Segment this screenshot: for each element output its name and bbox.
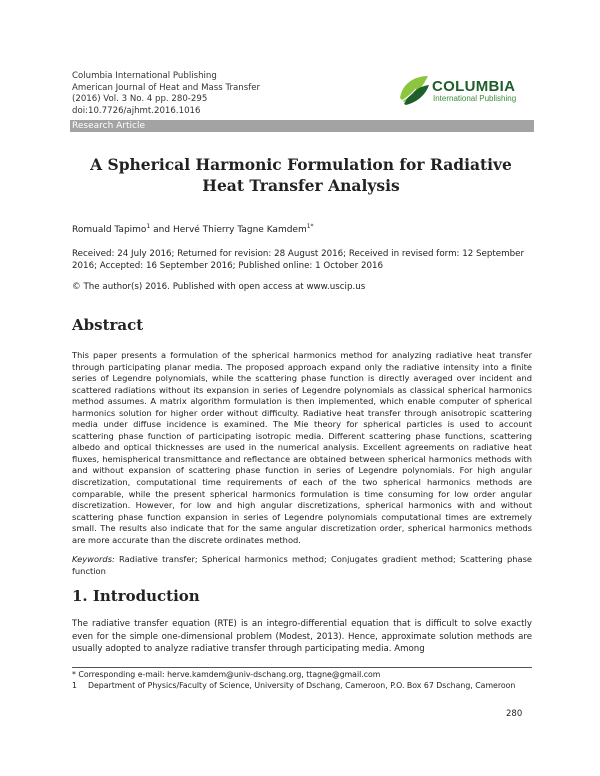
corresponding-email: * Corresponding e-mail: herve.kamdem@univ-dschang.org, ttagne@gmail.com: [72, 670, 381, 679]
volume-info: (2016) Vol. 3 No. 4 pp. 280-295: [72, 94, 208, 104]
footnotes: [72, 670, 532, 691]
author-conjunction: and: [153, 225, 171, 235]
introduction-heading: 1. Introduction: [72, 587, 200, 605]
affiliation-number: 1: [72, 680, 77, 690]
paper-title: A Spherical Harmonic Formulation for Radiative Heat Transfer Analysis: [90, 155, 512, 195]
publisher-name: Columbia International Publishing: [72, 71, 217, 81]
introduction-text: The radiative transfer equation (RTE) is an integro-differential equation that is difficult to solve exactly even for the simple one-dimensional problem (Modest, 2013). Hence, approximate solution methods are usually adopted to analyze radiative transfer through participating media. Among: [72, 619, 532, 654]
abstract-text: This paper presents a formulation of the spherical harmonics method for analyzing radiative heat transfer through participating planar media. The proposed approach expand only the radiative intensity into a finite series of Legendre polynomials, while the scattering phase function is directly averaged over incident and scattered radiations without its expansion in series of Legendre polynomials as classical spherical harmonics method assumes. A matrix algorithm formulation is then implemented, which enable computer of spherical harmonics solution for higher order without difficulty. Radiative heat transfer through anisotropic scattering media under diffuse incidence is examined. The Mie theory for spherical particles is used to account scattering phase function of participating isotropic media. Different scattering phase functions, scattering albedo and optical thicknesses are used in the numerical analysis. Excellent agreements on radiative heat fluxes, hemispherical transmittance and reflectance are obtained between spherical harmonics methods with and without expansion of scattering phase function in series of Legendre polynomials. For high angular discretization, computational time requirements of each of the two spherical harmonics methods are comparable, while the present spherical harmonics formulation is time consuming for low order angular discretization. However, for low and high angular discretizations, spherical harmonics with and without scattering phase function expansion in series of Legendre polynomials computational times are extremely small. The results also indicate that for the same angular discretization order, spherical harmonics methods are more accurate than the discrete ordinates method.: [72, 350, 532, 545]
logo-name: COLUMBIA: [432, 78, 516, 95]
keywords-label: Keywords:: [72, 554, 115, 564]
author-1-affiliation: 1: [146, 223, 151, 230]
author-1: Romuald Tapimo: [72, 225, 147, 235]
author-2: Hervé Thierry Tagne Kamdem: [172, 225, 307, 235]
copyright-notice: © The author(s) 2016. Published with open access at www.uscip.us: [72, 282, 366, 292]
doi: doi:10.7726/ajhmt.2016.1016: [72, 105, 201, 116]
keywords-text: Radiative transfer; Spherical harmonics method; Conjugates gradient method; Scattering phase function: [72, 554, 532, 576]
author-2-affiliation: 1*: [306, 223, 314, 230]
journal-name: American Journal of Heat and Mass Transfer: [72, 82, 261, 93]
author-list: [72, 221, 532, 236]
keywords: [72, 554, 532, 577]
affiliation-footnote: [72, 681, 532, 692]
article-type-bar: Research Article: [70, 120, 534, 132]
affiliation-text: Department of Physics/Faculty of Science, University of Dschang, Cameroon, P.O. Box 67 Dschang, Cameroon: [88, 680, 516, 690]
publication-dates: Received: 24 July 2016; Returned for revision: 28 August 2016; Received in revised form: 12 September 2016; Accepted: 16 September 2016; Published online: 1 October 2016: [72, 249, 525, 271]
columbia-logo: [396, 72, 546, 108]
leaf-logo-icon: [396, 72, 432, 108]
logo-subtitle: International Publishing: [433, 94, 517, 103]
page-number: 280: [506, 709, 523, 719]
footnote-divider: [72, 667, 532, 668]
abstract-heading: Abstract: [72, 316, 144, 334]
